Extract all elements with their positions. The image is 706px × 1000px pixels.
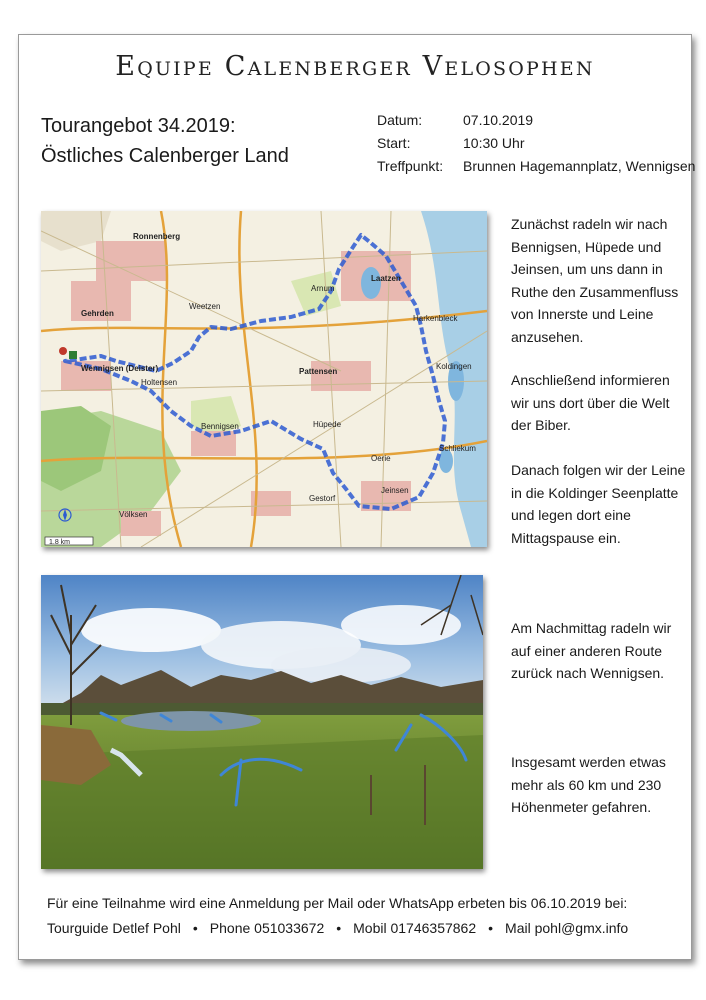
separator-dot: •: [336, 920, 342, 936]
registration-footer: [47, 891, 628, 941]
page-title: Equipe Calenberger Velosophen: [115, 51, 595, 82]
description-line: Mittagspause ein.: [511, 529, 621, 546]
description-paragraph-5: [511, 751, 687, 819]
tour-details: [377, 109, 695, 178]
route-map: [41, 211, 487, 547]
svg-text:Gehrden: Gehrden: [81, 309, 114, 318]
svg-text:Jeinsen: Jeinsen: [381, 486, 409, 495]
description-line: und legen dort eine: [511, 507, 631, 523]
detail-value: 07.10.2019: [463, 112, 534, 128]
description-line: Ruthe den Zusammenfluss: [511, 283, 679, 300]
contact-phone: Phone 051033672: [209, 920, 325, 936]
svg-text:Weetzen: Weetzen: [189, 302, 221, 311]
description-line: Am Nachmittag radeln wir: [511, 620, 672, 636]
detail-label: Datum:: [377, 112, 423, 128]
contact-mobile: Mobil 01746357862: [353, 920, 477, 936]
svg-text:Schliekum: Schliekum: [439, 444, 476, 453]
detail-value: 10:30 Uhr: [463, 135, 525, 151]
description-line: Höhenmeter gefahren.: [511, 799, 652, 815]
description-line: Danach folgen wir der Leine: [511, 462, 686, 478]
description-line: in die Koldinger Seenplatte: [511, 484, 679, 501]
svg-text:Gestorf: Gestorf: [309, 494, 336, 503]
description-line: Anschließend informieren: [511, 372, 670, 388]
svg-text:Harkenbleck: Harkenbleck: [413, 314, 458, 323]
separator-dot: •: [192, 920, 198, 936]
flyer-sheet: [18, 34, 696, 960]
landscape-photo-graphic: [41, 575, 483, 869]
svg-text:Oerie: Oerie: [371, 454, 391, 463]
description-line: anzusehen.: [511, 328, 584, 345]
map-scale-label: 1.8 km: [49, 539, 71, 546]
landscape-photo: [41, 575, 483, 869]
description-line: Bennigsen, Hüpede und: [511, 238, 662, 255]
detail-label: Start:: [377, 135, 411, 151]
svg-text:Bennigsen: Bennigsen: [201, 422, 239, 431]
tour-title: [41, 111, 289, 171]
description-line: von Innerste und Leine: [511, 306, 654, 322]
description-line: mehr als 60 km und 230: [511, 776, 662, 793]
svg-text:Laatzen: Laatzen: [371, 274, 401, 283]
svg-text:Wennigsen (Deister): Wennigsen (Deister): [81, 364, 159, 373]
description-line: der Biber.: [511, 417, 571, 433]
tour-name: Östliches Calenberger Land: [41, 145, 289, 167]
detail-date: [377, 109, 695, 132]
svg-text:Pattensen: Pattensen: [299, 367, 338, 376]
svg-text:Koldingen: Koldingen: [436, 362, 472, 371]
svg-text:Holtensen: Holtensen: [141, 378, 178, 387]
description-line: Insgesamt werden etwas: [511, 754, 666, 770]
detail-meeting-point: [377, 155, 695, 178]
description-line: auf einer anderen Route: [511, 642, 662, 659]
contact-mail: Mail pohl@gmx.info: [505, 920, 629, 936]
description-paragraph-1: [511, 213, 687, 348]
detail-start: [377, 132, 695, 155]
description-line: zurück nach Wennigsen.: [511, 665, 665, 681]
contact-guide: Tourguide Detlef Pohl: [47, 920, 181, 936]
description-line: Zunächst radeln wir nach: [511, 216, 668, 232]
detail-label: Treffpunkt:: [377, 158, 444, 174]
description-paragraph-3: [511, 459, 687, 549]
description-line: wir uns dort über die Welt: [511, 394, 670, 411]
description-line: Jeinsen, um uns dann in: [511, 261, 663, 277]
svg-text:Ronnenberg: Ronnenberg: [133, 232, 181, 241]
tour-number: Tourangebot 34.2019:: [41, 115, 236, 137]
detail-value: Brunnen Hagemannplatz, Wennigsen: [463, 158, 696, 174]
svg-text:Hüpede: Hüpede: [313, 420, 342, 429]
description-paragraph-2: [511, 369, 687, 437]
description-paragraph-4: [511, 617, 687, 685]
separator-dot: •: [488, 920, 494, 936]
registration-note: Für eine Teilnahme wird eine Anmeldung per Mail oder WhatsApp erbeten bis 06.10.2019 bei:: [47, 895, 628, 911]
route-map-graphic: [41, 211, 487, 547]
contact-line: [47, 916, 628, 941]
svg-text:Arnum: Arnum: [311, 284, 335, 293]
svg-text:Völksen: Völksen: [119, 510, 148, 519]
